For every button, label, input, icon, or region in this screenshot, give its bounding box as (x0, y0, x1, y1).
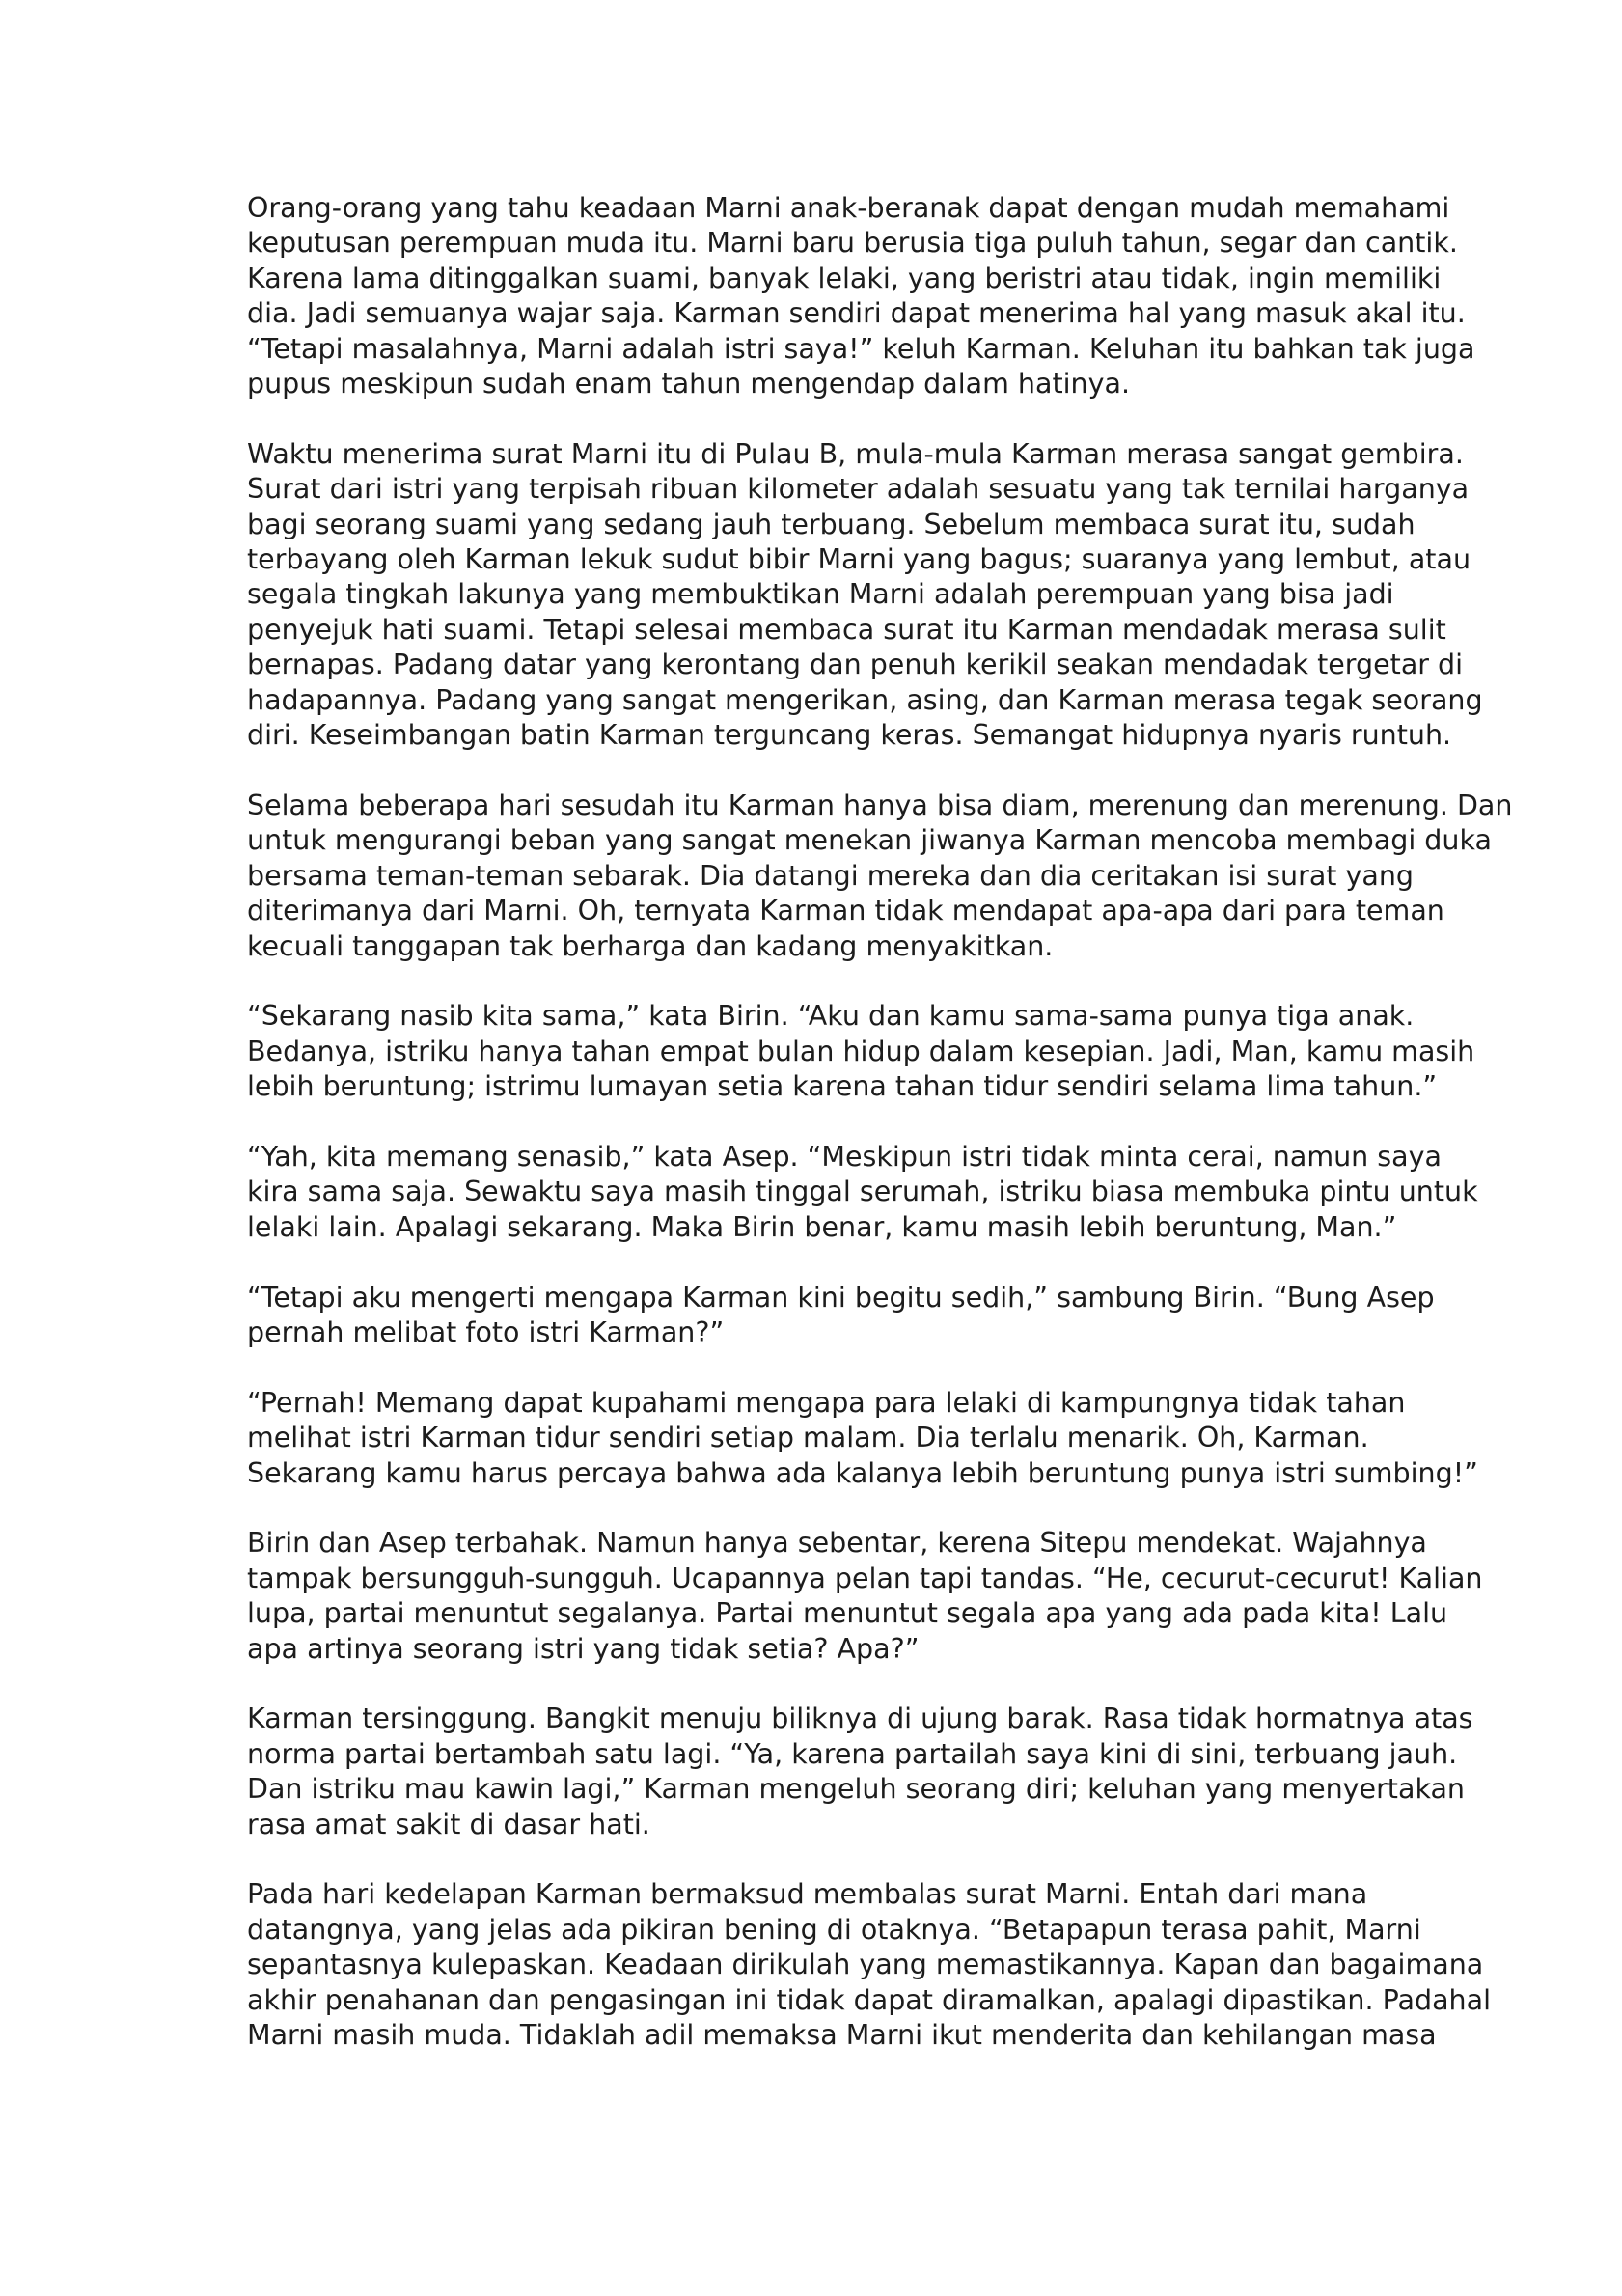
text-line: Orang-orang yang tahu keadaan Marni anak-beranak dapat dengan mudah memahami (247, 192, 1450, 224)
text-line: lebih beruntung; istrimu lumayan setia karena tahan tidur sendiri selama lima tahun.” (247, 1070, 1438, 1103)
paragraph-7 (247, 1386, 1482, 1491)
text-line: Dan istriku mau kawin lagi,” Karman mengeluh seorang diri; keluhan yang menyertakan (247, 1773, 1465, 1806)
text-line: pupus meskipun sudah enam tahun mengendap dalam hatinya. (247, 368, 1131, 401)
text-line: pernah melibat foto istri Karman?” (247, 1315, 725, 1348)
text-line: untuk mengurangi beban yang sangat menekan jiwanya Karman mencoba membagi duka (247, 824, 1492, 857)
text-line: diterimanya dari Marni. Oh, ternyata Karman tidak mendapat apa-apa dari para teman (247, 895, 1444, 927)
paragraph-3 (247, 788, 1513, 964)
text-line: Waktu menerima surat Marni itu di Pulau B, mula-mula Karman merasa sangat gembira. (247, 437, 1464, 470)
text-line: kecuali tanggapan tak berharga dan kadang menyakitkan. (247, 929, 1054, 962)
text-line: hadapannya. Padang yang sangat mengerikan, asing, dan Karman merasa tegak seorang (247, 683, 1483, 716)
text-line: rasa amat sakit di dasar hati. (247, 1808, 650, 1840)
text-line: “Tetapi aku mengerti mengapa Karman kini begitu sedih,” sambung Birin. “Bung Asep (247, 1281, 1435, 1314)
text-line: Karena lama ditinggalkan suami, banyak lelaki, yang beristri atau tidak, ingin memiliki (247, 262, 1442, 294)
text-line: “Pernah! Memang dapat kupahami mengapa para lelaki di kampungnya tidak tahan (247, 1386, 1406, 1419)
text-line: norma partai bertambah satu lagi. “Ya, karena partailah saya kini di sini, terbuang jauh. (247, 1737, 1458, 1770)
paragraph-2 (247, 437, 1482, 754)
text-line: “Sekarang nasib kita sama,” kata Birin. “Aku dan kamu sama-sama punya tiga anak. (247, 1000, 1415, 1033)
text-line: bagi seorang suami yang sedang jauh terbuang. Sebelum membaca surat itu, sudah (247, 508, 1416, 540)
paragraph-5 (247, 1140, 1482, 1245)
text-line: melihat istri Karman tidur sendiri setiap malam. Dia terlalu menarik. Oh, Karman. (247, 1422, 1369, 1454)
text-line: “Yah, kita memang senasib,” kata Asep. “Meskipun istri tidak minta cerai, namun saya (247, 1140, 1442, 1173)
paragraph-4 (247, 999, 1482, 1104)
text-line: Pada hari kedelapan Karman bermaksud membalas surat Marni. Entah dari mana (247, 1878, 1368, 1911)
text-line: datangnya, yang jelas ada pikiran bening di otaknya. “Betapapun terasa pahit, Marni (247, 1913, 1421, 1946)
text-line: lelaki lain. Apalagi sekarang. Maka Birin benar, kamu masih lebih beruntung, Man.” (247, 1210, 1397, 1243)
paragraph-6 (247, 1281, 1482, 1351)
text-line: keputusan perempuan muda itu. Marni baru berusia tiga puluh tahun, segar dan cantik. (247, 227, 1458, 260)
body-text (247, 191, 1513, 2053)
text-line: dia. Jadi semuanya wajar saja. Karman sendiri dapat menerima hal yang masuk akal itu. (247, 297, 1466, 330)
text-line: Surat dari istri yang terpisah ribuan kilometer adalah sesuatu yang tak ternilai harganya (247, 473, 1470, 506)
text-line: tampak bersungguh-sungguh. Ucapannya pelan tapi tandas. “He, cecurut-cecurut! Kalian (247, 1562, 1483, 1594)
text-line: bernapas. Padang datar yang kerontang dan penuh kerikil seakan mendadak tergetar di (247, 649, 1464, 681)
paragraph-10 (247, 1877, 1491, 2053)
text-line: akhir penahanan dan pengasingan ini tidak dapat diramalkan, apalagi dipastikan. Padahal (247, 1983, 1491, 2016)
text-line: Selama beberapa hari sesudah itu Karman hanya bisa diam, merenung dan merenung. Dan (247, 788, 1513, 821)
paragraph-8 (247, 1526, 1482, 1667)
text-line: terbayang oleh Karman lekuk sudut bibir Marni yang bagus; suaranya yang lembut, atau (247, 543, 1471, 576)
text-line: Bedanya, istriku hanya tahan empat bulan hidup dalam kesepian. Jadi, Man, kamu masih (247, 1035, 1475, 1067)
text-line: bersama teman-teman sebarak. Dia datangi mereka dan dia ceritakan isi surat yang (247, 859, 1415, 892)
paragraph-1 (247, 191, 1482, 401)
text-line: “Tetapi masalahnya, Marni adalah istri saya!” keluh Karman. Keluhan itu bahkan tak juga (247, 332, 1475, 365)
text-line: sepantasnya kulepaskan. Keadaan dirikulah yang memastikannya. Kapan dan bagaimana (247, 1949, 1484, 1981)
text-line: lupa, partai menuntut segalanya. Partai menuntut segala apa yang ada pada kita! Lalu (247, 1597, 1448, 1630)
text-line: penyejuk hati suami. Tetapi selesai membaca surat itu Karman mendadak merasa sulit (247, 613, 1446, 646)
paragraph-9 (247, 1701, 1482, 1842)
text-line: Marni masih muda. Tidaklah adil memaksa Marni ikut menderita dan kehilangan masa (247, 2018, 1437, 2051)
text-line: Sekarang kamu harus percaya bahwa ada kalanya lebih beruntung punya istri sumbing!” (247, 1456, 1478, 1489)
text-line: apa artinya seorang istri yang tidak setia? Apa?” (247, 1632, 920, 1665)
text-line: kira sama saja. Sewaktu saya masih tinggal serumah, istriku biasa membuka pintu untuk (247, 1176, 1478, 1208)
text-line: Karman tersinggung. Bangkit menuju biliknya di ujung barak. Rasa tidak hormatnya atas (247, 1702, 1473, 1735)
text-line: diri. Keseimbangan batin Karman terguncang keras. Semangat hidupnya nyaris runtuh. (247, 719, 1452, 752)
text-line: Birin dan Asep terbahak. Namun hanya sebentar, kerena Sitepu mendekat. Wajahnya (247, 1527, 1427, 1560)
text-line: segala tingkah lakunya yang membuktikan Marni adalah perempuan yang bisa jadi (247, 578, 1394, 611)
